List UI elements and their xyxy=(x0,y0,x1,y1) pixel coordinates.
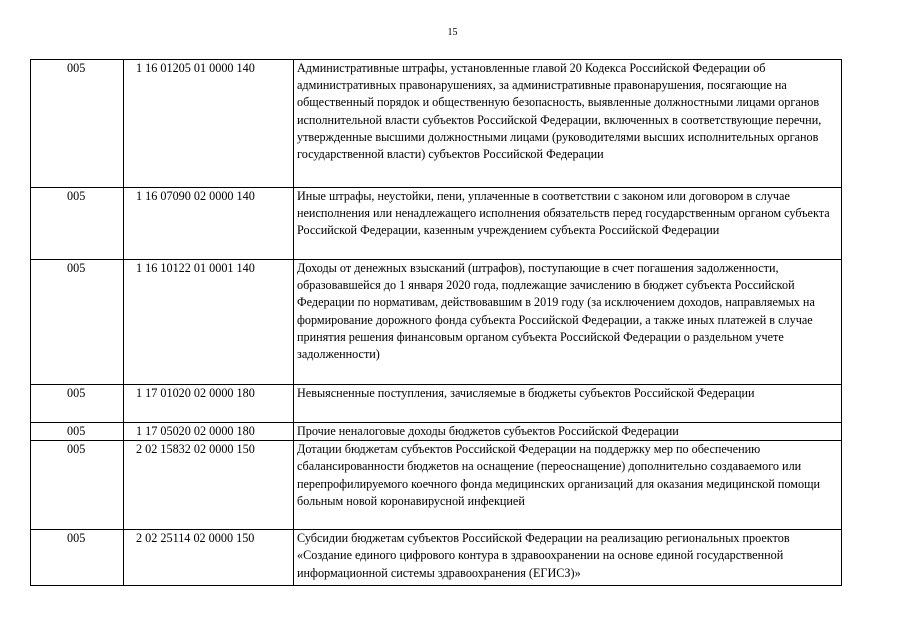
budget-code-cell: 2 02 25114 02 0000 150 xyxy=(124,530,294,586)
description-cell: Административные штрафы, установленные главой 20 Кодекса Российской Федерации об административных правонарушениях, за административные правонарушения, посягающие на общественный порядок и общественную безопасность, выявленные должностными лицами органов исполнительной власти субъектов Российской Федерации, включенных в соответствующие перечни, утвержденные высшими должностными лицами (руководителями высших исполнительных органов государственной власти) субъектов Российской Федерации xyxy=(294,60,842,188)
budget-code-cell: 1 16 07090 02 0000 140 xyxy=(124,188,294,260)
description-cell: Дотации бюджетам субъектов Российской Федерации на поддержку мер по обеспечению сбалансированности бюджетов на оснащение (переоснащение) дополнительно создаваемого или перепрофилируемого коечного фонда медицинских организаций для оказания медицинской помощи больным новой коронавирусной инфекцией xyxy=(294,441,842,530)
table-row xyxy=(31,441,842,530)
table-row xyxy=(31,60,842,188)
admin-code-cell: 005 xyxy=(31,441,124,530)
admin-code-cell: 005 xyxy=(31,60,124,188)
table-row xyxy=(31,188,842,260)
description-cell: Невыясненные поступления, зачисляемые в бюджеты субъектов Российской Федерации xyxy=(294,385,842,423)
description-cell: Доходы от денежных взысканий (штрафов), поступающие в счет погашения задолженности, образовавшейся до 1 января 2020 года, подлежащие зачислению в бюджет субъекта Российской Федерации по нормативам, действовавшим в 2019 году (за исключением доходов, направляемых на формирование дорожного фонда субъекта Российской Федерации, а также иных платежей в случае принятия решения финансовым органом субъекта Российской Федерации о раздельном учете задолженности) xyxy=(294,260,842,385)
description-cell: Прочие неналоговые доходы бюджетов субъектов Российской Федерации xyxy=(294,423,842,441)
budget-codes-table xyxy=(30,59,842,586)
budget-code-cell: 1 17 05020 02 0000 180 xyxy=(124,423,294,441)
description-cell: Иные штрафы, неустойки, пени, уплаченные в соответствии с законом или договором в случае неисполнения или ненадлежащего исполнения обязательств перед государственным органом субъекта Российской Федерации, казенным учреждением субъекта Российской Федерации xyxy=(294,188,842,260)
admin-code-cell: 005 xyxy=(31,385,124,423)
description-cell: Субсидии бюджетам субъектов Российской Федерации на реализацию региональных проектов «Создание единого цифрового контура в здравоохранении на основе единой государственной информационной системы здравоохранения (ЕГИСЗ)» xyxy=(294,530,842,586)
page-number: 15 xyxy=(447,27,458,38)
budget-code-cell: 2 02 15832 02 0000 150 xyxy=(124,441,294,530)
budget-code-cell: 1 17 01020 02 0000 180 xyxy=(124,385,294,423)
budget-code-cell: 1 16 01205 01 0000 140 xyxy=(124,60,294,188)
admin-code-cell: 005 xyxy=(31,423,124,441)
admin-code-cell: 005 xyxy=(31,530,124,586)
admin-code-cell: 005 xyxy=(31,260,124,385)
admin-code-cell: 005 xyxy=(31,188,124,260)
budget-code-cell: 1 16 10122 01 0001 140 xyxy=(124,260,294,385)
table-row xyxy=(31,260,842,385)
table-row xyxy=(31,530,842,586)
table-row xyxy=(31,385,842,423)
table-row xyxy=(31,423,842,441)
